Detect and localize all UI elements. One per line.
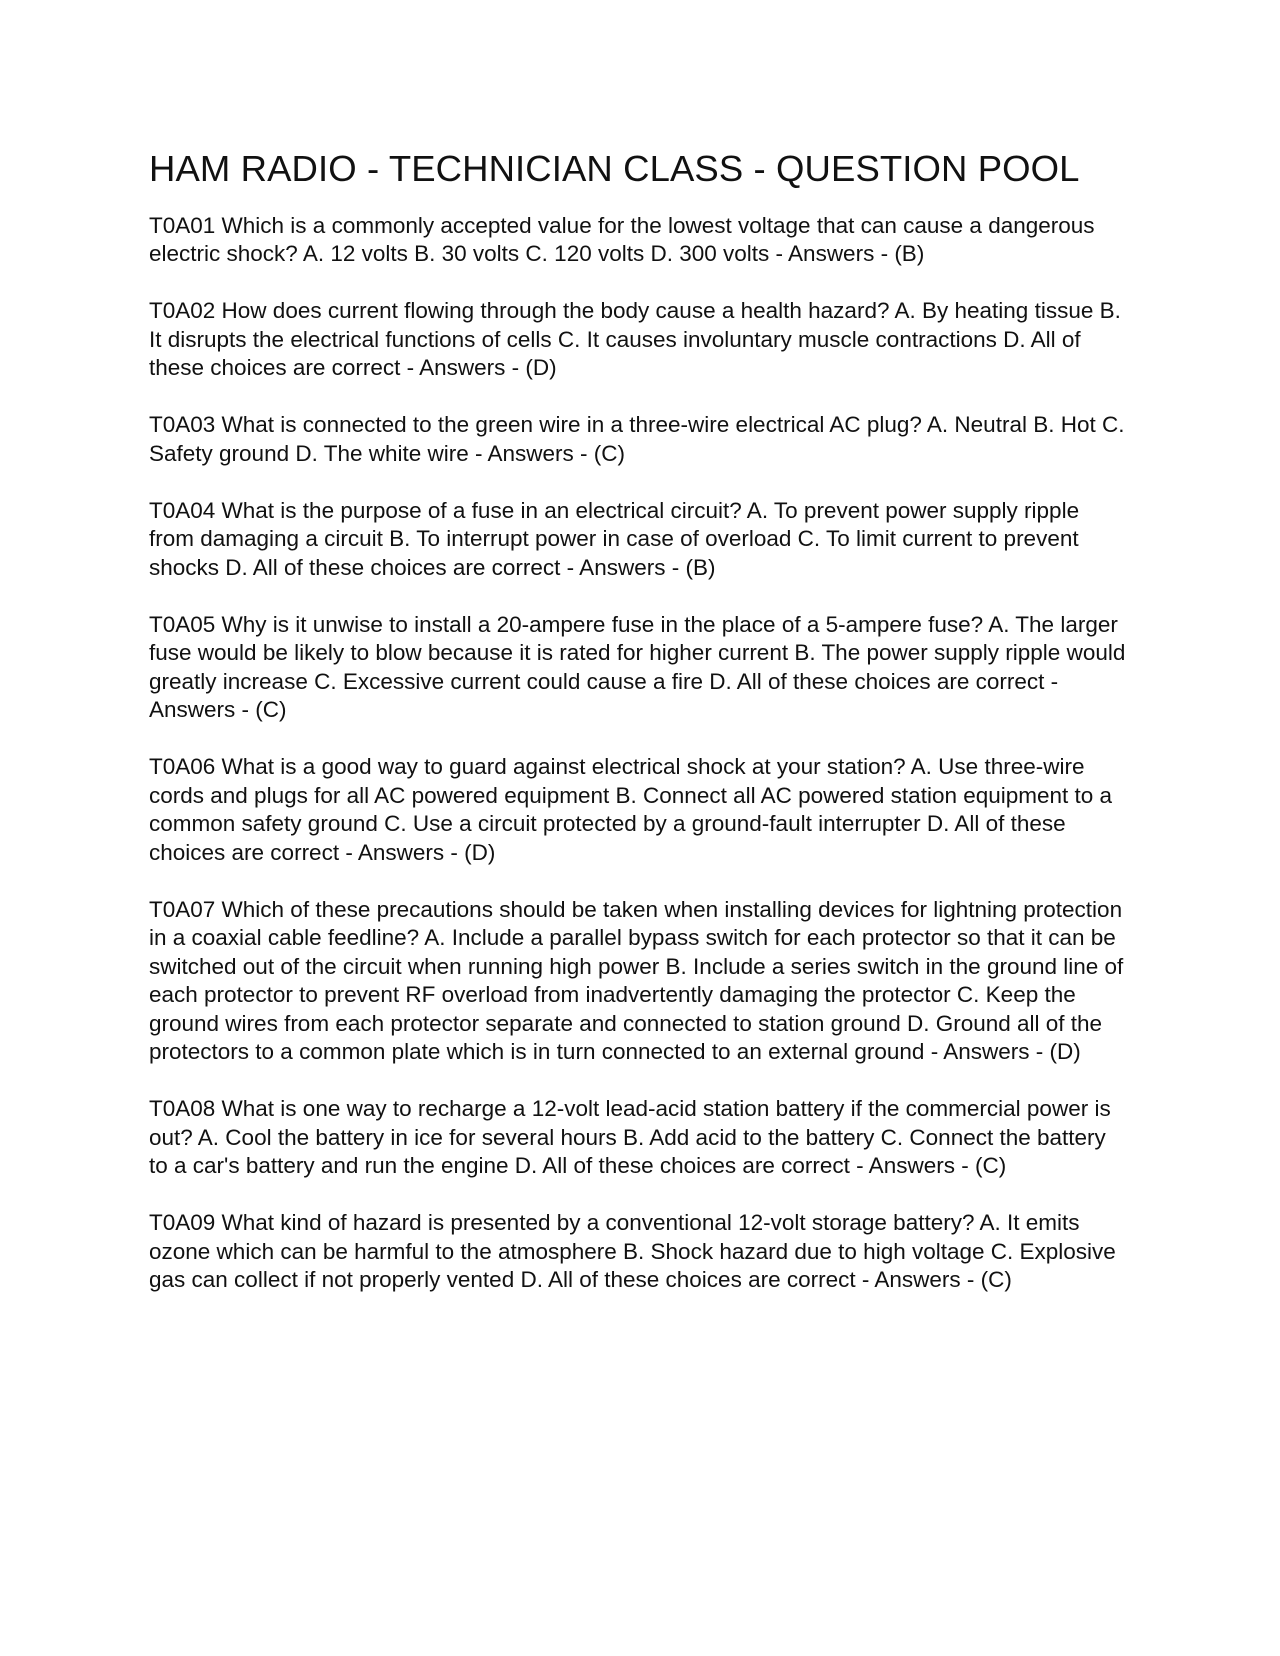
- document-page: [149, 148, 1129, 1323]
- question-t0a06: T0A06 What is a good way to guard against electrical shock at your station? A. Use three-wire cords and plugs for all AC powered equipment B. Connect all AC powered station equipment to a common safety ground C. Use a circuit protected by a ground-fault interrupter D. All of these choices are correct - Answers - (D): [149, 754, 1113, 865]
- question-t0a07: T0A07 Which of these precautions should be taken when installing devices for lightning protection in a coaxial cable feedline? A. Include a parallel bypass switch for each protector so that it can be switched out of the circuit when running high power B. Include a series switch in the ground line of each protector to prevent RF overload from inadvertently damaging the protector C. Keep the ground wires from each protector separate and connected to station ground D. Ground all of the protectors to a common plate which is in turn connected to an external ground - Answers - (D): [149, 896, 1124, 1065]
- question-t0a01: T0A01 Which is a commonly accepted value for the lowest voltage that can cause a dangerous electric shock? A. 12 volts B. 30 volts C. 120 volts D. 300 volts - Answers - (B): [149, 212, 1095, 267]
- question-t0a02: T0A02 How does current flowing through the body cause a health hazard? A. By heating tissue B. It disrupts the electrical functions of cells C. It causes involuntary muscle contractions D. All of these choices are correct - Answers - (D): [149, 298, 1121, 381]
- question-t0a08: T0A08 What is one way to recharge a 12-volt lead-acid station battery if the commercial power is out? A. Cool the battery in ice for several hours B. Add acid to the battery C. Connect the battery to a car's battery and run the engine D. All of these choices are correct - Answers - (C): [149, 1096, 1111, 1179]
- question-t0a04: T0A04 What is the purpose of a fuse in an electrical circuit? A. To prevent power supply ripple from damaging a circuit B. To interrupt power in case of overload C. To limit current to prevent shocks D. All of these choices are correct - Answers - (B): [149, 497, 1080, 580]
- question-t0a05: T0A05 Why is it unwise to install a 20-ampere fuse in the place of a 5-ampere fuse? A. The larger fuse would be likely to blow because it is rated for higher current B. The power supply ripple would greatly increase C. Excessive current could cause a fire D. All of these choices are correct - Answers - (C): [149, 611, 1126, 723]
- question-t0a03: T0A03 What is connected to the green wire in a three-wire electrical AC plug? A. Neutral B. Hot C. Safety ground D. The white wire - Answers - (C): [149, 412, 1125, 466]
- question-t0a09: T0A09 What kind of hazard is presented by a conventional 12-volt storage battery? A. It emits ozone which can be harmful to the atmosphere B. Shock hazard due to high voltage C. Explosive gas can collect if not properly vented D. All of these choices are correct - Answers - (C): [149, 1210, 1116, 1293]
- page-title: HAM RADIO - TECHNICIAN CLASS - QUESTION POOL: [149, 148, 1080, 189]
